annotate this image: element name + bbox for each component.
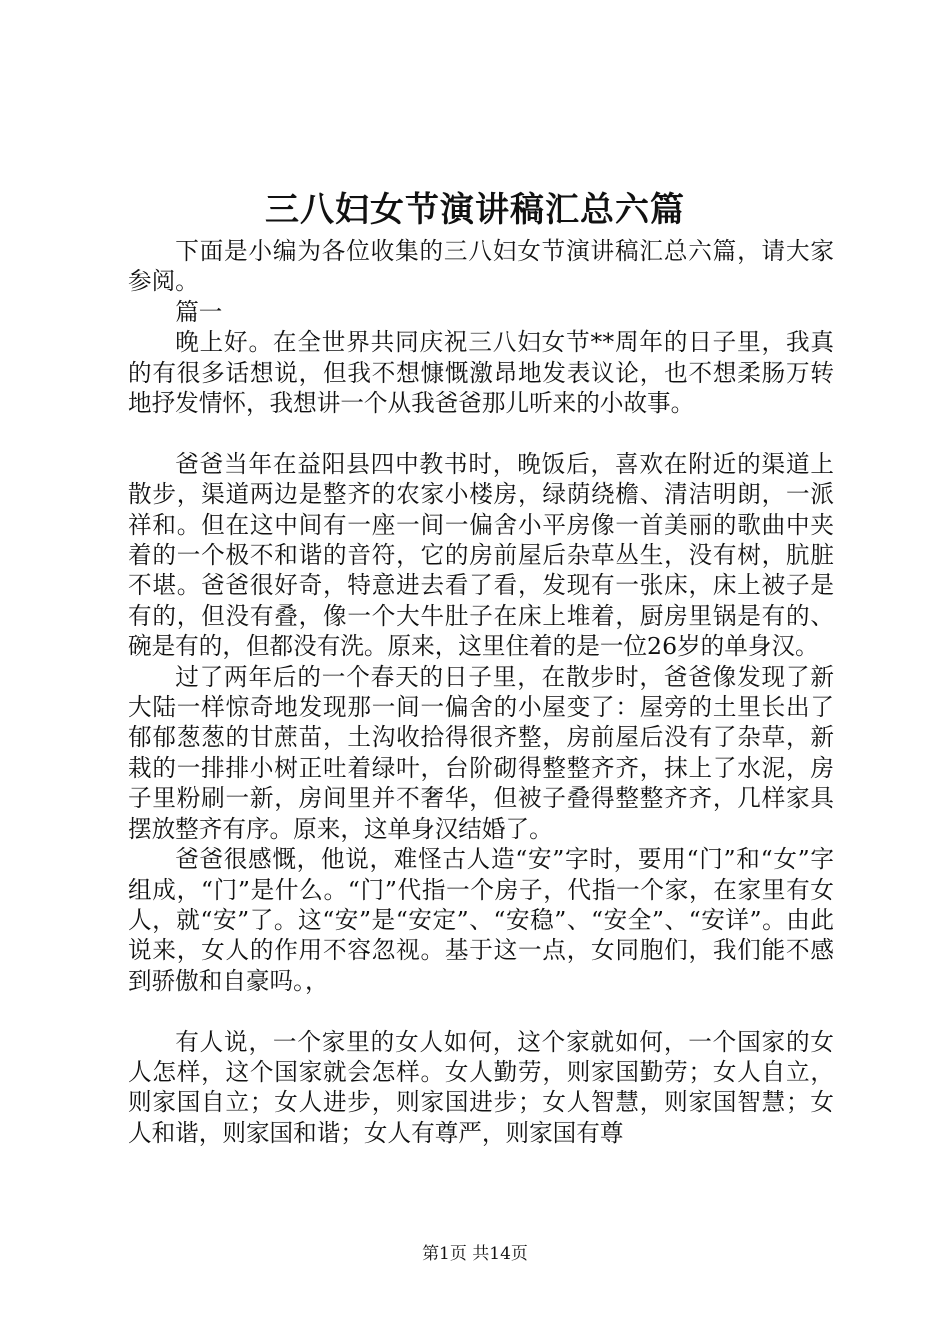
paragraph: 有人说，一个家里的女人如何，这个家就如何，一个国家的女人怎样，这个国家就会怎样。女人勤劳，则家国勤劳；女人自立，则家国自立；女人进步，则家国进步；女人智慧，则家国智慧；女人和谐，则家国和谐；女人有尊严，则家国有尊 bbox=[128, 1027, 834, 1147]
section-heading: 篇一 bbox=[175, 297, 223, 326]
document-body bbox=[128, 236, 834, 1148]
paragraph-intro: 下面是小编为各位收集的三八妇女节演讲稿汇总六篇，请大家参阅。 bbox=[128, 237, 834, 296]
document-title: 三八妇女节演讲稿汇总六篇 bbox=[265, 190, 685, 230]
paragraph: 晚上好。在全世界共同庆祝三八妇女节**周年的日子里，我真的有很多话想说，但我不想慷慨激昂地发表议论，也不想柔肠万转地抒发情怀，我想讲一个从我爸爸那儿听来的小故事。 bbox=[128, 328, 834, 418]
page-footer: 第1页 共14页 bbox=[422, 1244, 528, 1264]
paragraph: 过了两年后的一个春天的日子里，在散步时，爸爸像发现了新大陆一样惊奇地发现那一间一偏舍的小屋变了：屋旁的土里长出了郁郁葱葱的甘蔗苗，土沟收拾得很齐整，房前屋后没有了杂草，新栽的一排排小树正吐着绿叶，台阶砌得整整齐齐，抹上了水泥，房子里粉刷一新，房间里并不奢华，但被子叠得整整齐齐，几样家具摆放整齐有序。原来，这单身汉结婚了。 bbox=[128, 662, 834, 843]
paragraph: 爸爸很感慨，他说，难怪古人造“安”字时，要用“门”和“女”字组成，“门”是什么。“门”代指一个房子，代指一个家，在家里有女人，就“安”了。这“安”是“安定”、“安稳”、“安全”、“安详”。由此说来，女人的作用不容忽视。基于这一点，女同胞们，我们能不感到骄傲和自豪吗。， bbox=[128, 845, 834, 995]
paragraph: 爸爸当年在益阳县四中教书时，晚饭后，喜欢在附近的渠道上散步，渠道两边是整齐的农家小楼房，绿荫绕檐、清洁明朗，一派祥和。但在这中间有一座一间一偏舍小平房像一首美丽的歌曲中夹着的一个极不和谐的音符，它的房前屋后杂草丛生，没有树，肮脏不堪。爸爸很好奇，特意进去看了看，发现有一张床，床上被子是有的，但没有叠，像一个大牛肚子在床上堆着，厨房里锅是有的、碗是有的，但都没有洗。原来，这里住着的是一位26岁的单身汉。 bbox=[128, 449, 834, 661]
